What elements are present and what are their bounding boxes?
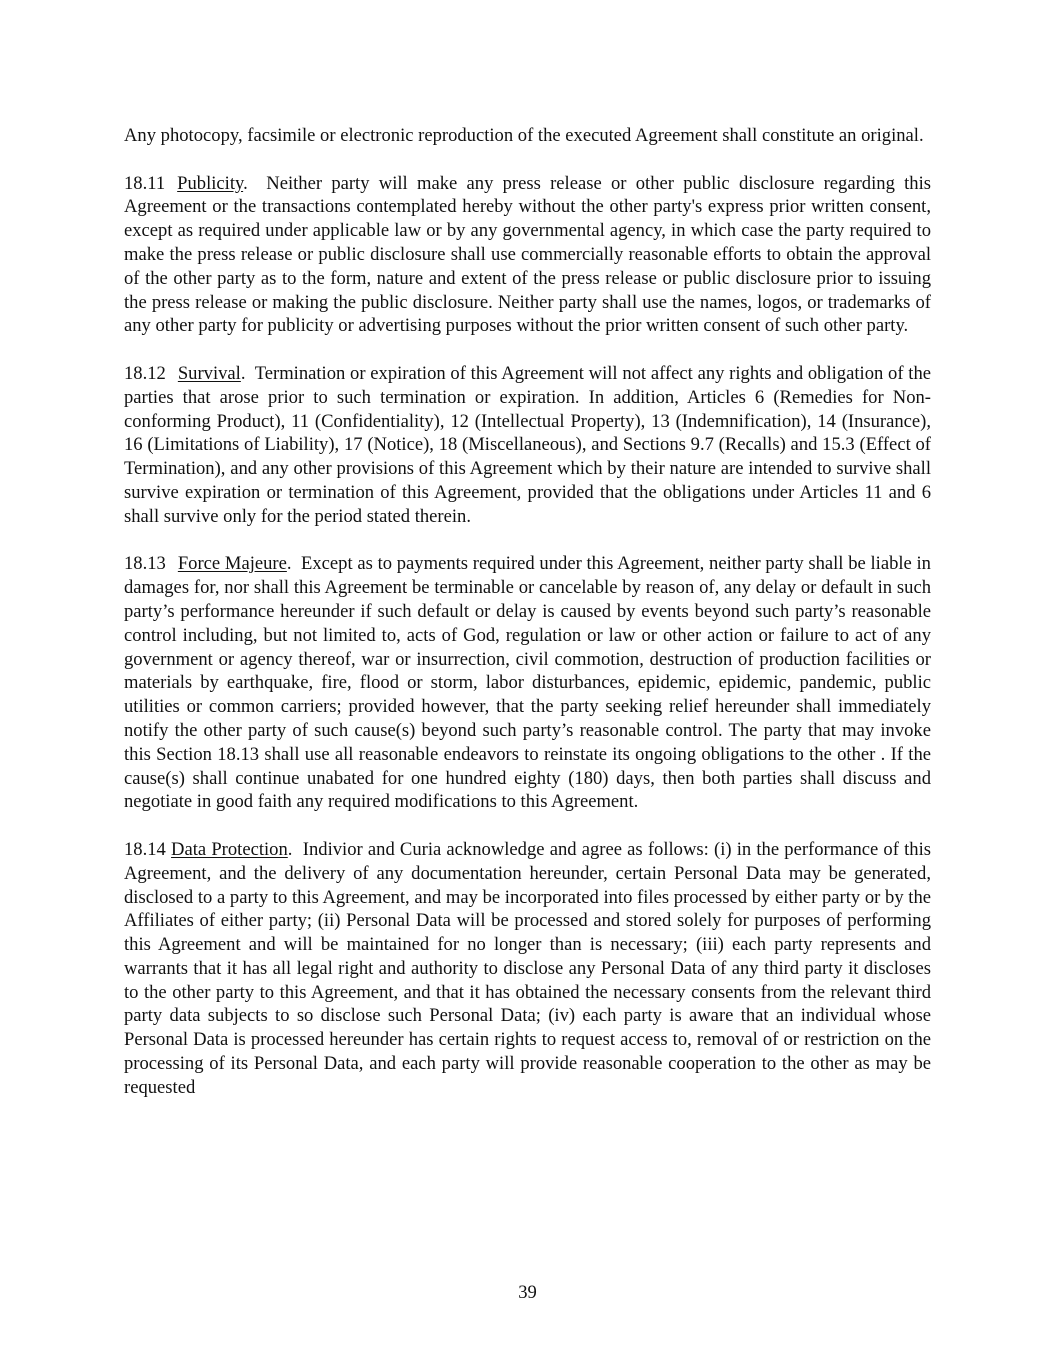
section-body: Indivior and Curia acknowledge and agree as follows: (i) in the performance of this Agreement, and the delivery of any documentation hereunder, certain Personal Data may be generated, disclosed to a party to this Agreement, and may be incorporated into files processed by either party or by the Affiliates of either party; (ii) Personal Data will be processed and stored solely for purposes of performing this Agreement and will be maintained for no longer than is necessary; (iii) each party represents and warrants that it has all legal right and authority to disclose any Personal Data of any third party it discloses to the other party to this Agreement, and that it has obtained the necessary consents from the relevant third party data subjects to so disclose such Personal Data; (iv) each party is aware that an individual whose Personal Data is processed hereunder has certain rights to request access to, removal of or restriction on the processing of its Personal Data, and each party will provide reasonable cooperation to the other as may be requested (124, 838, 931, 1098)
section-data-protection: 18.14 Data Protection. Indivior and Curia acknowledge and agree as follows: (i) in the performance of this Agreement, and the delivery of any documentation hereunder, certain Personal Data may be generated, disclosed to a party to this Agreement, and may be incorporated into files processed by either party or by the Affiliates of either party; (ii) Personal Data will be processed and stored solely for purposes of performing this Agreement and will be maintained for no longer than is necessary; (iii) each party represents and warrants that it has all legal right and authority to disclose any Personal Data of any third party it discloses to the other party to this Agreement, and that it has obtained the necessary consents from the relevant third party data subjects to so disclose such Personal Data; (iv) each party is aware that an individual whose Personal Data is processed hereunder has certain rights to request access to, removal of or restriction on the processing of its Personal Data, and each party will provide reasonable cooperation to the other as may be requested (124, 838, 931, 1098)
section-heading: Survival (177, 362, 241, 384)
section-body: Except as to payments required under this Agreement, neither party shall be liable in damages for, nor shall this Agreement be terminable or cancelable by reason of, any delay or default in such party’s performance hereunder if such default or delay is caused by events beyond such party’s reasonable control including, but not limited to, acts of God, regulation or law or other action or failure to act of any government or agency thereof, war or insurrection, civil commotion, destruction of production facilities or materials by earthquake, fire, flood or storm, labor disturbances, epidemic, epidemic, pandemic, public utilities or common carriers; provided however, that the party seeking relief hereunder shall immediately notify the other party of such cause(s) beyond such party’s reasonable control. The party that may invoke this Section 18.13 shall use all reasonable endeavors to reinstate its ongoing obligations to the other . If the cause(s) shall continue unabated for one hundred eighty (180) days, then both parties shall discuss and negotiate in good faith any required modifications to this Agreement. (124, 553, 931, 813)
section-heading: Publicity (177, 172, 244, 194)
continuation-text: Any photocopy, facsimile or electronic reproduction of the executed Agreement shall constitute an original. (124, 125, 924, 146)
section-survival: 18.12 Survival. Termination or expiration of this Agreement will not affect any rights and obligation of the parties that arose prior to such termination or expiration. In addition, Articles 6 (Remedies for Non-conforming Product), 11 (Confidentiality), 12 (Intellectual Property), 13 (Indemnification), 14 (Insurance), 16 (Limitations of Liability), 17 (Notice), 18 (Miscellaneous), and Sections 9.7 (Recalls) and 15.3 (Effect of Termination), and any other provisions of this Agreement which by their nature are intended to survive shall survive expiration or termination of this Agreement, provided that the obligations under Articles 11 and 6 shall survive only for the period stated therein. (124, 362, 931, 527)
section-body: Termination or expiration of this Agreement will not affect any rights and obligation of the parties that arose prior to such termination or expiration. In addition, Articles 6 (Remedies for Non-conforming Product), 11 (Confidentiality), 12 (Intellectual Property), 13 (Indemnification), 14 (Insurance), 16 (Limitations of Liability), 17 (Notice), 18 (Miscellaneous), and Sections 9.7 (Recalls) and 15.3 (Effect of Termination), and any other provisions of this Agreement which by their nature are intended to survive shall survive expiration or termination of this Agreement, provided that the obligations under Articles 11 and 6 shall survive only for the period stated therein. (124, 362, 931, 527)
page-number: 39 (518, 1282, 537, 1303)
section-number: 18.12 (124, 362, 166, 384)
document-page (124, 124, 931, 1123)
section-heading: Data Protection (171, 838, 288, 860)
section-number: 18.11 (124, 172, 166, 194)
section-body: Neither party will make any press release or other public disclosure regarding this Agreement or the transactions contemplated hereby without the other party's express prior written consent, except as required under applicable law or by any governmental agency, in which case the party required to make the press release or public disclosure shall use commercially reasonable efforts to obtain the approval of the other party as to the form, nature and extent of the press release or public disclosure prior to issuing the press release or making the public disclosure. Neither party shall use the names, logos, or trademarks of any other party for publicity or advertising purposes without the prior written consent of such other party. (124, 172, 931, 337)
section-number: 18.13 (124, 553, 166, 575)
section-heading: Force Majeure (177, 553, 287, 575)
continuation-paragraph (124, 124, 931, 148)
section-force-majeure: 18.13 Force Majeure. Except as to payments required under this Agreement, neither party shall be liable in damages for, nor shall this Agreement be terminable or cancelable by reason of, any delay or default in such party’s performance hereunder if such default or delay is caused by events beyond such party’s reasonable control including, but not limited to, acts of God, regulation or law or other action or failure to act of any government or agency thereof, war or insurrection, civil commotion, destruction of production facilities or materials by earthquake, fire, flood or storm, labor disturbances, epidemic, epidemic, pandemic, public utilities or common carriers; provided however, that the party seeking relief hereunder shall immediately notify the other party of such cause(s) beyond such party’s reasonable control. The party that may invoke this Section 18.13 shall use all reasonable endeavors to reinstate its ongoing obligations to the other . If the cause(s) shall continue unabated for one hundred eighty (180) days, then both parties shall discuss and negotiate in good faith any required modifications to this Agreement. (124, 553, 931, 813)
section-publicity: 18.11 Publicity. Neither party will make any press release or other public disclosure regarding this Agreement or the transactions contemplated hereby without the other party's express prior written consent, except as required under applicable law or by any governmental agency, in which case the party required to make the press release or public disclosure shall use commercially reasonable efforts to obtain the approval of the other party as to the form, nature and extent of the press release or public disclosure prior to issuing the press release or making the public disclosure. Neither party shall use the names, logos, or trademarks of any other party for publicity or advertising purposes without the prior written consent of such other party. (124, 172, 931, 337)
section-number: 18.14 (124, 838, 166, 860)
